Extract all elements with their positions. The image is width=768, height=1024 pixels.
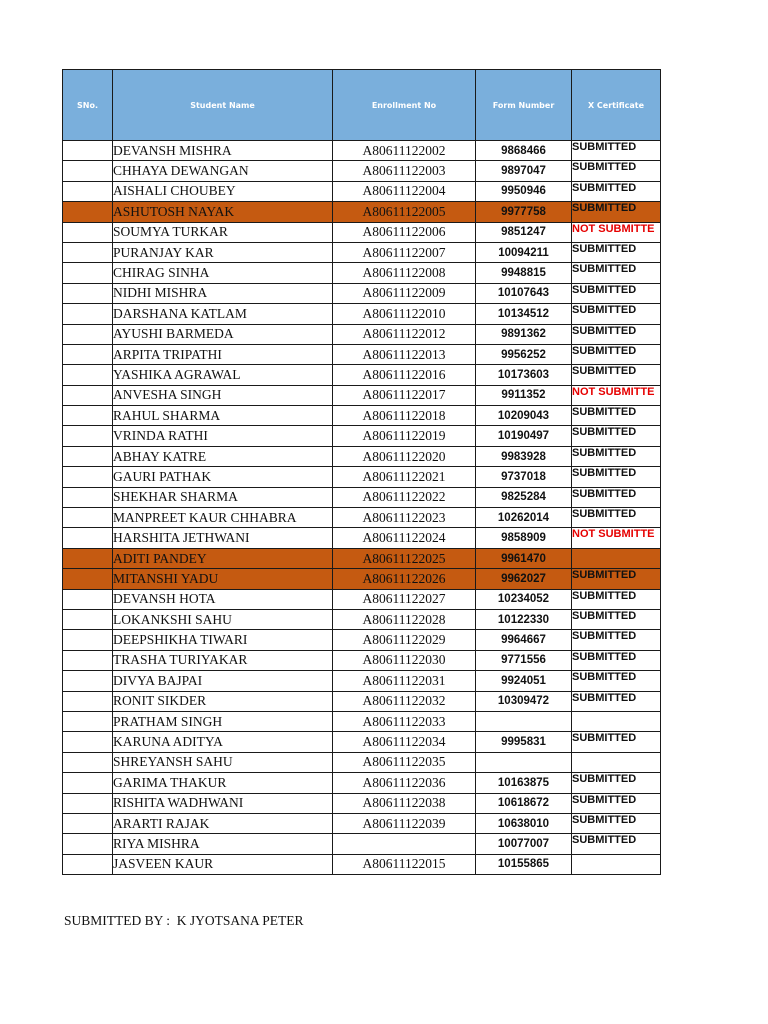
cell-sno	[63, 161, 113, 181]
cell-x-certificate: SUBMITTED	[572, 242, 661, 262]
table-row	[63, 181, 661, 201]
table-row	[63, 406, 661, 426]
cell-sno	[63, 589, 113, 609]
cell-enrollment-no: A80611122005	[333, 202, 476, 222]
cell-form-number: 9983928	[476, 446, 572, 466]
cell-x-certificate	[572, 711, 661, 731]
cell-enrollment-no: A80611122027	[333, 589, 476, 609]
cell-sno	[63, 242, 113, 262]
cell-student-name: AISHALI CHOUBEY	[113, 181, 333, 201]
cell-student-name: LOKANKSHI SAHU	[113, 609, 333, 629]
cell-enrollment-no: A80611122026	[333, 569, 476, 589]
cell-sno	[63, 691, 113, 711]
cell-form-number: 9868466	[476, 141, 572, 161]
cell-sno	[63, 385, 113, 405]
table-row	[63, 161, 661, 181]
table-body	[63, 141, 661, 875]
cell-enrollment-no: A80611122035	[333, 752, 476, 772]
cell-student-name: DIVYA BAJPAI	[113, 671, 333, 691]
cell-sno	[63, 324, 113, 344]
table-row	[63, 630, 661, 650]
table-row	[63, 773, 661, 793]
cell-enrollment-no: A80611122013	[333, 344, 476, 364]
cell-x-certificate	[572, 548, 661, 568]
table-row	[63, 365, 661, 385]
cell-enrollment-no: A80611122020	[333, 446, 476, 466]
cell-x-certificate: SUBMITTED	[572, 426, 661, 446]
cell-student-name: JASVEEN KAUR	[113, 854, 333, 874]
cell-student-name: CHIRAG SINHA	[113, 263, 333, 283]
cell-form-number: 9995831	[476, 732, 572, 752]
cell-student-name: ARARTI RAJAK	[113, 813, 333, 833]
table-row	[63, 589, 661, 609]
cell-enrollment-no: A80611122003	[333, 161, 476, 181]
table-row	[63, 487, 661, 507]
cell-form-number	[476, 711, 572, 731]
cell-enrollment-no: A80611122025	[333, 548, 476, 568]
cell-sno	[63, 365, 113, 385]
cell-enrollment-no: A80611122019	[333, 426, 476, 446]
cell-form-number: 10134512	[476, 304, 572, 324]
cell-enrollment-no: A80611122016	[333, 365, 476, 385]
cell-x-certificate: NOT SUBMITTE	[572, 528, 661, 548]
table-row	[63, 242, 661, 262]
cell-form-number: 9961470	[476, 548, 572, 568]
submitted-by: SUBMITTED BY : K JYOTSANA PETER	[64, 913, 304, 928]
cell-sno	[63, 222, 113, 242]
header-form-number: Form Number	[476, 70, 572, 141]
cell-enrollment-no: A80611122018	[333, 406, 476, 426]
cell-form-number: 10638010	[476, 813, 572, 833]
cell-student-name: MITANSHI YADU	[113, 569, 333, 589]
cell-sno	[63, 630, 113, 650]
cell-sno	[63, 854, 113, 874]
cell-form-number: 9737018	[476, 467, 572, 487]
cell-student-name: ASHUTOSH NAYAK	[113, 202, 333, 222]
cell-form-number	[476, 752, 572, 772]
table-row	[63, 813, 661, 833]
table-row	[63, 344, 661, 364]
cell-x-certificate: SUBMITTED	[572, 630, 661, 650]
cell-x-certificate: SUBMITTED	[572, 181, 661, 201]
cell-student-name: ARPITA TRIPATHI	[113, 344, 333, 364]
cell-student-name: AYUSHI BARMEDA	[113, 324, 333, 344]
cell-enrollment-no: A80611122008	[333, 263, 476, 283]
cell-x-certificate: SUBMITTED	[572, 773, 661, 793]
cell-form-number: 10107643	[476, 283, 572, 303]
table-row	[63, 324, 661, 344]
cell-form-number: 10163875	[476, 773, 572, 793]
cell-enrollment-no: A80611122002	[333, 141, 476, 161]
cell-form-number: 9977758	[476, 202, 572, 222]
cell-enrollment-no: A80611122023	[333, 508, 476, 528]
cell-form-number: 9964667	[476, 630, 572, 650]
cell-x-certificate: SUBMITTED	[572, 365, 661, 385]
cell-enrollment-no: A80611122029	[333, 630, 476, 650]
cell-x-certificate	[572, 752, 661, 772]
cell-student-name: DARSHANA KATLAM	[113, 304, 333, 324]
cell-sno	[63, 773, 113, 793]
cell-enrollment-no: A80611122028	[333, 609, 476, 629]
table-row	[63, 141, 661, 161]
table-row	[63, 508, 661, 528]
cell-enrollment-no: A80611122010	[333, 304, 476, 324]
table-row	[63, 691, 661, 711]
cell-form-number: 10122330	[476, 609, 572, 629]
cell-form-number: 9771556	[476, 650, 572, 670]
cell-enrollment-no: A80611122017	[333, 385, 476, 405]
cell-x-certificate: NOT SUBMITTE	[572, 385, 661, 405]
header-student-name: Student Name	[113, 70, 333, 141]
table-row	[63, 671, 661, 691]
cell-form-number: 10077007	[476, 834, 572, 854]
cell-enrollment-no: A80611122021	[333, 467, 476, 487]
cell-student-name: PURANJAY KAR	[113, 242, 333, 262]
cell-x-certificate: SUBMITTED	[572, 324, 661, 344]
cell-student-name: VRINDA RATHI	[113, 426, 333, 446]
cell-enrollment-no: A80611122034	[333, 732, 476, 752]
cell-form-number: 9897047	[476, 161, 572, 181]
cell-sno	[63, 181, 113, 201]
cell-sno	[63, 752, 113, 772]
cell-student-name: KARUNA ADITYA	[113, 732, 333, 752]
cell-sno	[63, 406, 113, 426]
cell-sno	[63, 344, 113, 364]
header-sno: SNo.	[63, 70, 113, 141]
cell-x-certificate: SUBMITTED	[572, 650, 661, 670]
cell-x-certificate: SUBMITTED	[572, 406, 661, 426]
table-row	[63, 467, 661, 487]
cell-x-certificate: SUBMITTED	[572, 508, 661, 528]
cell-sno	[63, 467, 113, 487]
cell-enrollment-no: A80611122006	[333, 222, 476, 242]
cell-x-certificate: NOT SUBMITTE	[572, 222, 661, 242]
table-row	[63, 854, 661, 874]
cell-student-name: ADITI PANDEY	[113, 548, 333, 568]
cell-enrollment-no: A80611122030	[333, 650, 476, 670]
cell-enrollment-no: A80611122033	[333, 711, 476, 731]
table-row	[63, 426, 661, 446]
cell-form-number: 10209043	[476, 406, 572, 426]
student-table	[62, 69, 661, 875]
cell-student-name: RONIT SIKDER	[113, 691, 333, 711]
cell-form-number: 10234052	[476, 589, 572, 609]
table-row	[63, 609, 661, 629]
cell-student-name: DEVANSH MISHRA	[113, 141, 333, 161]
cell-x-certificate: SUBMITTED	[572, 487, 661, 507]
cell-student-name: ABHAY KATRE	[113, 446, 333, 466]
table-row	[63, 528, 661, 548]
table-row	[63, 263, 661, 283]
table-row	[63, 732, 661, 752]
cell-sno	[63, 446, 113, 466]
table-row	[63, 304, 661, 324]
cell-sno	[63, 793, 113, 813]
cell-enrollment-no: A80611122031	[333, 671, 476, 691]
cell-x-certificate: SUBMITTED	[572, 793, 661, 813]
cell-sno	[63, 671, 113, 691]
cell-sno	[63, 202, 113, 222]
cell-form-number: 9891362	[476, 324, 572, 344]
cell-student-name: PRATHAM SINGH	[113, 711, 333, 731]
cell-student-name: ANVESHA SINGH	[113, 385, 333, 405]
cell-enrollment-no: A80611122024	[333, 528, 476, 548]
cell-enrollment-no: A80611122022	[333, 487, 476, 507]
cell-student-name: RISHITA WADHWANI	[113, 793, 333, 813]
cell-sno	[63, 426, 113, 446]
cell-x-certificate: SUBMITTED	[572, 589, 661, 609]
cell-student-name: HARSHITA JETHWANI	[113, 528, 333, 548]
cell-form-number: 9911352	[476, 385, 572, 405]
cell-x-certificate: SUBMITTED	[572, 732, 661, 752]
cell-x-certificate: SUBMITTED	[572, 304, 661, 324]
cell-x-certificate: SUBMITTED	[572, 344, 661, 364]
table-row	[63, 650, 661, 670]
cell-x-certificate: SUBMITTED	[572, 671, 661, 691]
table-row	[63, 834, 661, 854]
cell-x-certificate: SUBMITTED	[572, 263, 661, 283]
cell-enrollment-no: A80611122012	[333, 324, 476, 344]
cell-student-name: GAURI PATHAK	[113, 467, 333, 487]
table-row	[63, 752, 661, 772]
cell-form-number: 9962027	[476, 569, 572, 589]
cell-x-certificate: SUBMITTED	[572, 161, 661, 181]
table-row	[63, 202, 661, 222]
cell-form-number: 10618672	[476, 793, 572, 813]
cell-x-certificate: SUBMITTED	[572, 609, 661, 629]
cell-sno	[63, 609, 113, 629]
cell-x-certificate: SUBMITTED	[572, 691, 661, 711]
cell-x-certificate	[572, 854, 661, 874]
table-row	[63, 548, 661, 568]
cell-form-number: 10094211	[476, 242, 572, 262]
cell-x-certificate: SUBMITTED	[572, 141, 661, 161]
cell-sno	[63, 528, 113, 548]
cell-form-number: 9924051	[476, 671, 572, 691]
table-row	[63, 283, 661, 303]
cell-x-certificate: SUBMITTED	[572, 813, 661, 833]
table-row	[63, 569, 661, 589]
cell-enrollment-no: A80611122039	[333, 813, 476, 833]
cell-student-name: RAHUL SHARMA	[113, 406, 333, 426]
cell-sno	[63, 834, 113, 854]
cell-sno	[63, 508, 113, 528]
cell-student-name: TRASHA TURIYAKAR	[113, 650, 333, 670]
cell-form-number: 9858909	[476, 528, 572, 548]
cell-student-name: DEVANSH HOTA	[113, 589, 333, 609]
cell-x-certificate: SUBMITTED	[572, 569, 661, 589]
cell-sno	[63, 304, 113, 324]
cell-student-name: GARIMA THAKUR	[113, 773, 333, 793]
cell-sno	[63, 283, 113, 303]
cell-sno	[63, 569, 113, 589]
cell-enrollment-no: A80611122007	[333, 242, 476, 262]
header-row	[63, 70, 661, 141]
cell-form-number: 9948815	[476, 263, 572, 283]
cell-student-name: YASHIKA AGRAWAL	[113, 365, 333, 385]
cell-student-name: MANPREET KAUR CHHABRA	[113, 508, 333, 528]
cell-sno	[63, 548, 113, 568]
cell-x-certificate: SUBMITTED	[572, 467, 661, 487]
cell-enrollment-no: A80611122015	[333, 854, 476, 874]
cell-sno	[63, 813, 113, 833]
cell-student-name: SHEKHAR SHARMA	[113, 487, 333, 507]
cell-enrollment-no: A80611122036	[333, 773, 476, 793]
cell-student-name: NIDHI MISHRA	[113, 283, 333, 303]
cell-enrollment-no	[333, 834, 476, 854]
cell-form-number: 10309472	[476, 691, 572, 711]
cell-form-number: 10155865	[476, 854, 572, 874]
cell-student-name: DEEPSHIKHA TIWARI	[113, 630, 333, 650]
cell-sno	[63, 263, 113, 283]
cell-form-number: 9950946	[476, 181, 572, 201]
header-enrollment-no: Enrollment No	[333, 70, 476, 141]
cell-sno	[63, 650, 113, 670]
cell-x-certificate: SUBMITTED	[572, 202, 661, 222]
cell-enrollment-no: A80611122032	[333, 691, 476, 711]
cell-sno	[63, 732, 113, 752]
cell-x-certificate: SUBMITTED	[572, 283, 661, 303]
cell-form-number: 10262014	[476, 508, 572, 528]
cell-x-certificate: SUBMITTED	[572, 834, 661, 854]
table-row	[63, 446, 661, 466]
cell-enrollment-no: A80611122038	[333, 793, 476, 813]
cell-form-number: 10173603	[476, 365, 572, 385]
table-row	[63, 385, 661, 405]
cell-form-number: 9956252	[476, 344, 572, 364]
cell-enrollment-no: A80611122004	[333, 181, 476, 201]
cell-student-name: SOUMYA TURKAR	[113, 222, 333, 242]
cell-sno	[63, 141, 113, 161]
cell-sno	[63, 711, 113, 731]
cell-form-number: 9851247	[476, 222, 572, 242]
table-row	[63, 793, 661, 813]
header-x-certificate: X Certificate	[572, 70, 661, 141]
cell-student-name: CHHAYA DEWANGAN	[113, 161, 333, 181]
cell-student-name: SHREYANSH SAHU	[113, 752, 333, 772]
cell-student-name: RIYA MISHRA	[113, 834, 333, 854]
table-row	[63, 222, 661, 242]
cell-x-certificate: SUBMITTED	[572, 446, 661, 466]
cell-form-number: 9825284	[476, 487, 572, 507]
table-row	[63, 711, 661, 731]
cell-enrollment-no: A80611122009	[333, 283, 476, 303]
cell-sno	[63, 487, 113, 507]
cell-form-number: 10190497	[476, 426, 572, 446]
